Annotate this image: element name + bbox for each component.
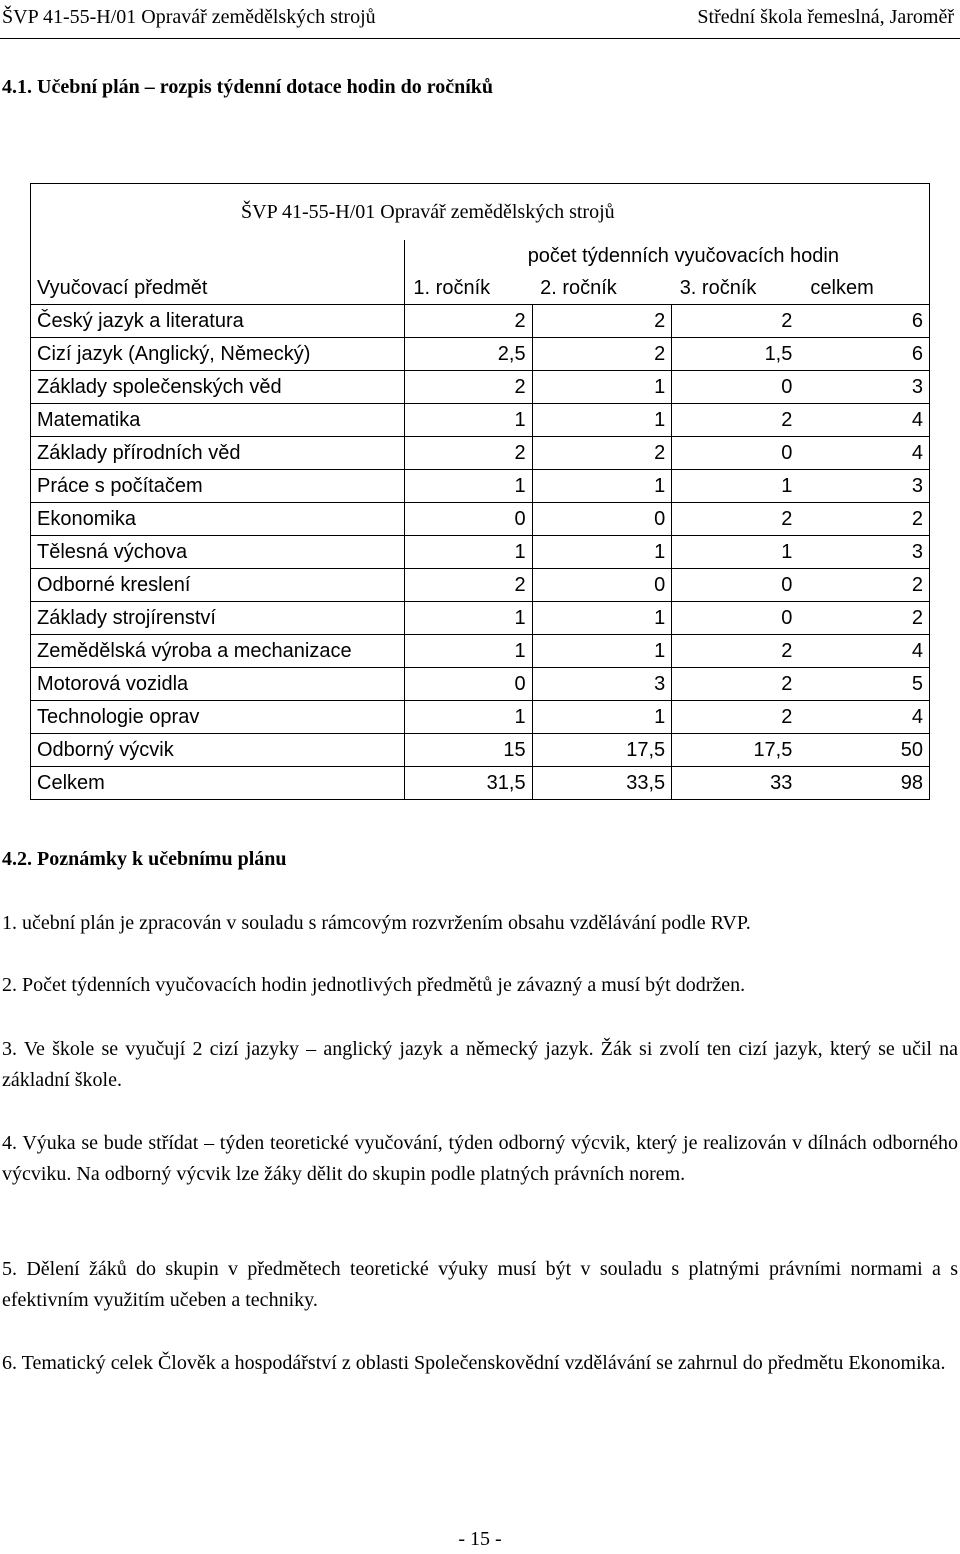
table-row (31, 635, 930, 668)
table-row (31, 371, 930, 404)
hours-cell: 1 (532, 701, 672, 734)
note-1: 1. učební plán je zpracován v souladu s rámcovým rozvržením obsahu vzdělávání podle RVP. (2, 912, 751, 934)
hours-cell: 15 (405, 734, 532, 767)
hours-cell: 1 (405, 536, 532, 569)
hours-cell: 1 (672, 536, 799, 569)
table-row (31, 767, 930, 800)
hours-cell: 2 (532, 305, 672, 338)
hours-cell: 0 (532, 503, 672, 536)
table-body (31, 305, 930, 800)
subject-cell: Základy strojírenství (31, 602, 405, 635)
subject-cell: Matematika (31, 404, 405, 437)
hours-cell: 2 (672, 503, 799, 536)
column-header-year2: 2. ročník (540, 277, 617, 299)
subject-cell: Český jazyk a literatura (31, 305, 405, 338)
total-cell: 98 (798, 767, 929, 800)
hours-cell: 2 (405, 569, 532, 602)
subject-cell: Odborný výcvik (31, 734, 405, 767)
total-cell: 4 (798, 701, 929, 734)
hours-cell: 1 (405, 470, 532, 503)
hours-cell: 0 (405, 668, 532, 701)
table-row (31, 536, 930, 569)
column-header-total: celkem (798, 272, 929, 305)
column-header-year1: 1. ročník (413, 277, 491, 299)
hours-cell: 1 (532, 602, 672, 635)
subject-cell: Zemědělská výroba a mechanizace (31, 635, 405, 668)
note-5: 5. Dělení žáků do skupin v předmětech teoretické výuky musí být v souladu s platnými právními normami a s efektivním využitím učeben a techniky. (2, 1258, 958, 1311)
hours-cell: 17,5 (672, 734, 799, 767)
total-cell: 4 (798, 437, 929, 470)
subject-cell: Technologie oprav (31, 701, 405, 734)
hours-cell: 17,5 (532, 734, 672, 767)
hours-cell: 0 (672, 602, 799, 635)
total-cell: 3 (798, 371, 929, 404)
hours-cell: 1 (405, 404, 532, 437)
hours-cell: 2 (405, 371, 532, 404)
hours-cell: 2 (672, 404, 799, 437)
hours-cell: 0 (672, 569, 799, 602)
hours-cell: 0 (532, 569, 672, 602)
subject-cell: Základy společenských věd (31, 371, 405, 404)
table-row (31, 701, 930, 734)
total-cell: 2 (798, 569, 929, 602)
table-row (31, 470, 930, 503)
page-number: - 15 - (458, 1528, 502, 1550)
subject-column-header: Vyučovací předmět (31, 272, 405, 305)
total-cell: 3 (798, 470, 929, 503)
hours-cell: 1 (532, 635, 672, 668)
hours-cell: 1 (405, 602, 532, 635)
note-6: 6. Tematický celek Člověk a hospodářství z oblasti Společenskovědní vzdělávání se zahrnul do předmětu Ekonomika. (2, 1352, 946, 1374)
subject-cell: Práce s počítačem (31, 470, 405, 503)
subject-cell: Základy přírodních věd (31, 437, 405, 470)
table-row (31, 569, 930, 602)
hours-cell: 1 (405, 635, 532, 668)
total-cell: 5 (798, 668, 929, 701)
hours-cell: 2 (405, 305, 532, 338)
total-cell: 6 (798, 305, 929, 338)
hours-cell: 0 (672, 437, 799, 470)
subject-cell: Tělesná výchova (31, 536, 405, 569)
hours-cell: 0 (405, 503, 532, 536)
subject-cell: Cizí jazyk (Anglický, Německý) (31, 338, 405, 371)
hours-cell: 1 (672, 470, 799, 503)
table-hours-label: počet týdenních vyučovacích hodin (405, 240, 930, 272)
table-row (31, 668, 930, 701)
hours-cell: 2 (532, 338, 672, 371)
hours-cell: 2 (672, 635, 799, 668)
header-school: Střední škola řemeslná, Jaroměř (697, 6, 954, 28)
table-row (31, 734, 930, 767)
hours-cell: 33 (672, 767, 799, 800)
hours-cell: 1 (532, 536, 672, 569)
table-row (31, 305, 930, 338)
subject-cell: Odborné kreslení (31, 569, 405, 602)
note-4: 4. Výuka se bude střídat – týden teoretické vyučování, týden odborný výcvik, který je realizován v dílnách odborného výcviku. Na odborný výcvik lze žáky dělit do skupin podle platných právních norem. (2, 1132, 958, 1185)
hours-cell: 33,5 (532, 767, 672, 800)
hours-cell: 1,5 (672, 338, 799, 371)
hours-cell: 2,5 (405, 338, 532, 371)
hours-cell: 2 (405, 437, 532, 470)
subject-cell: Motorová vozidla (31, 668, 405, 701)
total-cell: 50 (798, 734, 929, 767)
total-cell: 2 (798, 503, 929, 536)
curriculum-table (30, 183, 930, 800)
page-header (0, 4, 960, 39)
table-row (31, 503, 930, 536)
total-cell: 6 (798, 338, 929, 371)
hours-cell: 1 (532, 404, 672, 437)
hours-cell: 2 (672, 668, 799, 701)
total-cell: 4 (798, 404, 929, 437)
hours-cell: 2 (532, 437, 672, 470)
hours-cell: 2 (672, 701, 799, 734)
column-header-year3: 3. ročník (679, 277, 757, 299)
table-title: ŠVP 41-55-H/01 Opravář zemědělských strojů (31, 184, 930, 241)
table-row (31, 602, 930, 635)
hours-cell: 1 (405, 701, 532, 734)
total-cell: 3 (798, 536, 929, 569)
hours-cell: 0 (672, 371, 799, 404)
hours-cell: 3 (532, 668, 672, 701)
table-row (31, 338, 930, 371)
subject-cell: Ekonomika (31, 503, 405, 536)
subject-cell: Celkem (31, 767, 405, 800)
table-row (31, 404, 930, 437)
hours-cell: 31,5 (405, 767, 532, 800)
section-title-curriculum: 4.1. Učební plán – rozpis týdenní dotace hodin do ročníků (2, 76, 494, 98)
hours-cell: 1 (532, 371, 672, 404)
total-cell: 4 (798, 635, 929, 668)
table-subject-spacer (31, 240, 405, 272)
section-title-notes: 4.2. Poznámky k učebnímu plánu (2, 848, 287, 870)
table-row (31, 437, 930, 470)
hours-cell: 2 (672, 305, 799, 338)
hours-cell: 1 (532, 470, 672, 503)
note-2: 2. Počet týdenních vyučovacích hodin jednotlivých předmětů je závazný a musí být dodržen. (2, 974, 746, 996)
note-3: 3. Ve škole se vyučují 2 cizí jazyky – anglický jazyk a německý jazyk. Žák si zvolí ten cizí jazyk, který se učil na základní škole. (2, 1038, 958, 1091)
total-cell: 2 (798, 602, 929, 635)
header-program: ŠVP 41-55-H/01 Opravář zemědělských strojů (2, 6, 376, 28)
